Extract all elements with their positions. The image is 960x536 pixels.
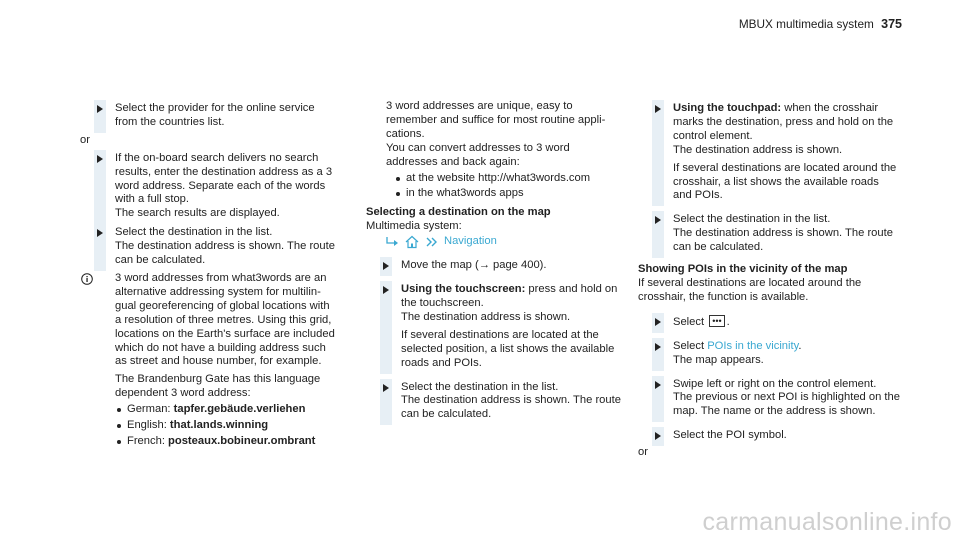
step-arrow-icon xyxy=(652,317,664,327)
list-item: German: tapfer.gebäude.verliehen xyxy=(115,403,352,417)
text-line: crosshair, the function is available. xyxy=(638,290,809,303)
nav-path xyxy=(366,235,622,249)
text-line: the touchscreen. xyxy=(401,296,484,309)
text-line: 3 word addresses from what3words are an xyxy=(115,271,327,284)
list-item: French: posteaux.bobineur.ombrant xyxy=(115,435,352,449)
text-line: word address. Separate each of the words xyxy=(115,179,326,192)
text-line: control element. xyxy=(673,129,753,142)
text-line: can be calculated. xyxy=(115,254,206,267)
or-text: or xyxy=(638,446,648,459)
text-line: Select POIs in the vicinity. xyxy=(673,339,802,352)
text-line: alternative addressing system for multilin- xyxy=(115,285,321,298)
text-line: marks the destination, press and hold on the xyxy=(673,115,894,128)
text-line: remember and suffice for most routine appli- xyxy=(386,113,606,126)
text-line: a resolution of three metres. Using this grid, xyxy=(115,313,332,326)
text-line: dependent 3 word address: xyxy=(115,387,251,400)
text-line: The destination address is shown. The route xyxy=(401,394,621,407)
text-line: which do not have a building address such xyxy=(115,341,326,354)
text-line: The destination address is shown. xyxy=(401,310,571,323)
text-line: Move the map (→ page 400). xyxy=(401,259,547,272)
text-line: If several destinations are located around the xyxy=(673,161,897,174)
step-arrow-icon xyxy=(652,215,664,225)
page-header xyxy=(739,18,902,32)
step xyxy=(638,427,900,446)
step xyxy=(638,376,900,423)
text-line: from the countries list. xyxy=(115,115,225,128)
step-arrow-icon xyxy=(380,285,392,295)
step xyxy=(366,379,622,426)
text-line: You can convert addresses to 3 word xyxy=(386,141,570,154)
step-arrow-icon xyxy=(380,383,392,393)
text-line: cations. xyxy=(386,127,425,140)
text-line: can be calculated. xyxy=(401,408,492,421)
step xyxy=(80,150,352,225)
step xyxy=(638,211,900,258)
text-line: and POIs. xyxy=(673,189,723,202)
info-icon xyxy=(81,273,93,285)
more-options-button[interactable]: ••• xyxy=(709,315,724,327)
step-arrow-icon xyxy=(652,342,664,352)
text-line: The Brandenburg Gate has this language xyxy=(115,373,321,386)
step-arrow-icon xyxy=(652,380,664,390)
text-line: Select the provider for the online service xyxy=(115,102,315,114)
step xyxy=(638,313,900,333)
step-arrow-icon xyxy=(94,154,106,164)
text-line: map. The name or the address is shown. xyxy=(673,405,876,418)
text-line: 3 word addresses are unique, easy to xyxy=(386,100,573,112)
text-line: Select the destination in the list. xyxy=(673,213,831,226)
page-number: 375 xyxy=(881,17,902,31)
list-item: English: that.lands.winning xyxy=(115,419,352,433)
column-3 xyxy=(638,100,900,460)
text-line: can be calculated. xyxy=(673,241,764,254)
text-line: The previous or next POI is highlighted on the xyxy=(673,391,900,404)
path-arrow-icon xyxy=(386,237,398,247)
step xyxy=(80,224,352,271)
text-line: as street and house number, for example. xyxy=(115,355,322,368)
section-heading: Selecting a destination on the map xyxy=(366,206,551,219)
step-arrow-icon xyxy=(380,261,392,271)
step-arrow-icon xyxy=(94,228,106,238)
section-heading: Showing POIs in the vicinity of the map xyxy=(638,263,848,276)
text-line: If several destinations are located around the xyxy=(638,276,862,289)
text-line: results, enter the destination address as a 3 xyxy=(115,165,333,178)
text-line: The map appears. xyxy=(673,353,764,366)
watermark: carmanualsonline.info xyxy=(702,508,952,536)
text-line: selected position, a list shows the available xyxy=(401,342,615,355)
text-line: Select the destination in the list. xyxy=(115,226,273,239)
text-line: The destination address is shown. The route xyxy=(673,227,893,240)
text-line: addresses and back again: xyxy=(386,155,520,168)
step-arrow-icon xyxy=(652,431,664,441)
text-line: crosshair, a list shows the available roads xyxy=(673,175,879,188)
text-line: Multimedia system: xyxy=(366,220,462,233)
text-line: roads and POIs. xyxy=(401,356,482,369)
step xyxy=(638,100,900,206)
navigation-link[interactable]: Navigation xyxy=(444,235,497,248)
intro-paragraph xyxy=(366,100,622,201)
text-line: If several destinations are located at the xyxy=(401,328,599,341)
header-title: MBUX multimedia system xyxy=(738,17,874,31)
list-item: in the what3words apps xyxy=(394,187,622,201)
list-item: at the website http://what3words.com xyxy=(394,172,622,186)
info-note xyxy=(80,272,352,449)
text-line: Select the destination in the list. xyxy=(401,380,559,393)
text-line: Using the touchpad: when the crosshair xyxy=(673,102,879,114)
column-2 xyxy=(366,100,622,430)
step xyxy=(366,281,622,373)
text-line: Using the touchscreen: press and hold on xyxy=(401,283,618,296)
step-arrow-icon xyxy=(652,104,664,114)
step xyxy=(80,100,352,133)
text-line: with a full stop. xyxy=(115,193,189,206)
text-line: Select ••• . xyxy=(673,315,730,328)
chevron-right-icon xyxy=(426,237,438,247)
step xyxy=(638,338,900,371)
text-line: The destination address is shown. The route xyxy=(115,240,335,253)
text-line: Swipe left or right on the control element. xyxy=(673,377,877,390)
text-line: locations on the Earth's surface are included xyxy=(115,327,335,340)
or-text: or xyxy=(80,133,90,146)
text-line: gual georeferencing of global locations with xyxy=(115,299,330,312)
home-icon xyxy=(404,235,420,249)
text-line: The destination address is shown. xyxy=(673,143,843,156)
text-line: If the on-board search delivers no search xyxy=(115,151,319,164)
step-arrow-icon xyxy=(94,104,106,114)
text-line: The search results are displayed. xyxy=(115,207,280,220)
column-1 xyxy=(80,100,352,451)
text-line: Select the POI symbol. xyxy=(673,429,787,442)
step xyxy=(366,257,622,276)
pois-in-vicinity-link[interactable]: POIs in the vicinity xyxy=(707,339,799,352)
